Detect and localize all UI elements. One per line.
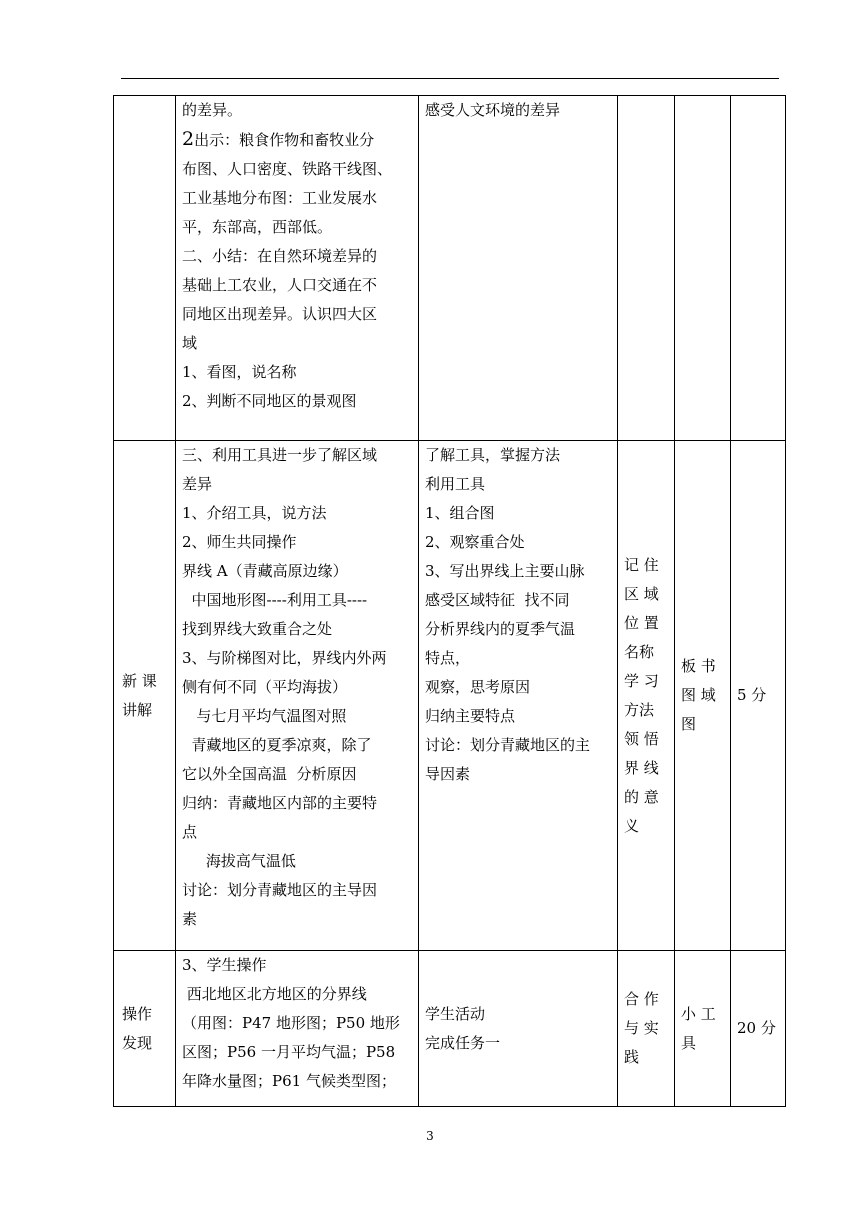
time-cell: 20 分 bbox=[731, 951, 786, 1107]
design-intent-cell: 合 作 与 实 践 bbox=[618, 951, 675, 1107]
media-cell: 板 书 图 域 图 bbox=[675, 441, 731, 951]
page-number: 3 bbox=[426, 1129, 434, 1143]
design-intent-cell: 记 住 区 域 位 置 名称 学 习 方法 领 悟 界 线 的 意 义 bbox=[618, 441, 675, 951]
teacher-activity-cell: 三、利用工具进一步了解区域 差异 1、介绍工具，说方法 2、师生共同操作 界线 A（青藏高原边缘） 中国地形图----利用工具---- 找到界线大致重合之处 3、与阶梯图对比，界线内外两 侧有何不同（平均海拔） 与七月平均气温图对照 青藏地区的夏季凉爽，除了 它以外全国高温 分析原因 归纳：青藏地区内部的主要特 点 海拔高气温低 讨论：划分青藏地区的主导因 素 bbox=[176, 441, 419, 951]
table-row bbox=[114, 951, 786, 1107]
design-intent-cell bbox=[618, 96, 675, 441]
table-row bbox=[114, 441, 786, 951]
table-row bbox=[114, 96, 786, 441]
media-cell bbox=[675, 96, 731, 441]
stage-cell: 新 课 讲解 bbox=[114, 441, 176, 951]
teacher-activity-cell: 的差异。 2出示：粮食作物和畜牧业分 布图、人口密度、铁路干线图、 工业基地分布图：工业发展水 平，东部高，西部低。 二、小结：在自然环境差异的 基础上工农业，人口交通在不 同地区出现差异。认识四大区 域 1、看图，说名称 2、判断不同地区的景观图 bbox=[176, 96, 419, 441]
stage-cell bbox=[114, 96, 176, 441]
teacher-activity-cell: 3、学生操作 西北地区北方地区的分界线 （用图：P47 地形图；P50 地形 区图；P56 一月平均气温；P58 年降水量图；P61 气候类型图； bbox=[176, 951, 419, 1107]
student-activity-cell: 感受人文环境的差异 bbox=[419, 96, 618, 441]
student-activity-cell: 了解工具，掌握方法 利用工具 1、组合图 2、观察重合处 3、写出界线上主要山脉 感受区域特征 找不同 分析界线内的夏季气温 特点， 观察，思考原因 归纳主要特点 讨论：划分青藏地区的主 导因素 bbox=[419, 441, 618, 951]
time-cell: 5 分 bbox=[731, 441, 786, 951]
student-activity-cell: 学生活动 完成任务一 bbox=[419, 951, 618, 1107]
teacher-line-rest: 出示：粮食作物和畜牧业分 bbox=[194, 131, 375, 149]
time-cell bbox=[731, 96, 786, 441]
stage-cell: 操作 发现 bbox=[114, 951, 176, 1107]
media-cell: 小 工 具 bbox=[675, 951, 731, 1107]
lesson-plan-table bbox=[113, 95, 786, 1107]
list-item: 2出示：粮食作物和畜牧业分 bbox=[182, 128, 375, 150]
header-rule bbox=[121, 78, 779, 79]
